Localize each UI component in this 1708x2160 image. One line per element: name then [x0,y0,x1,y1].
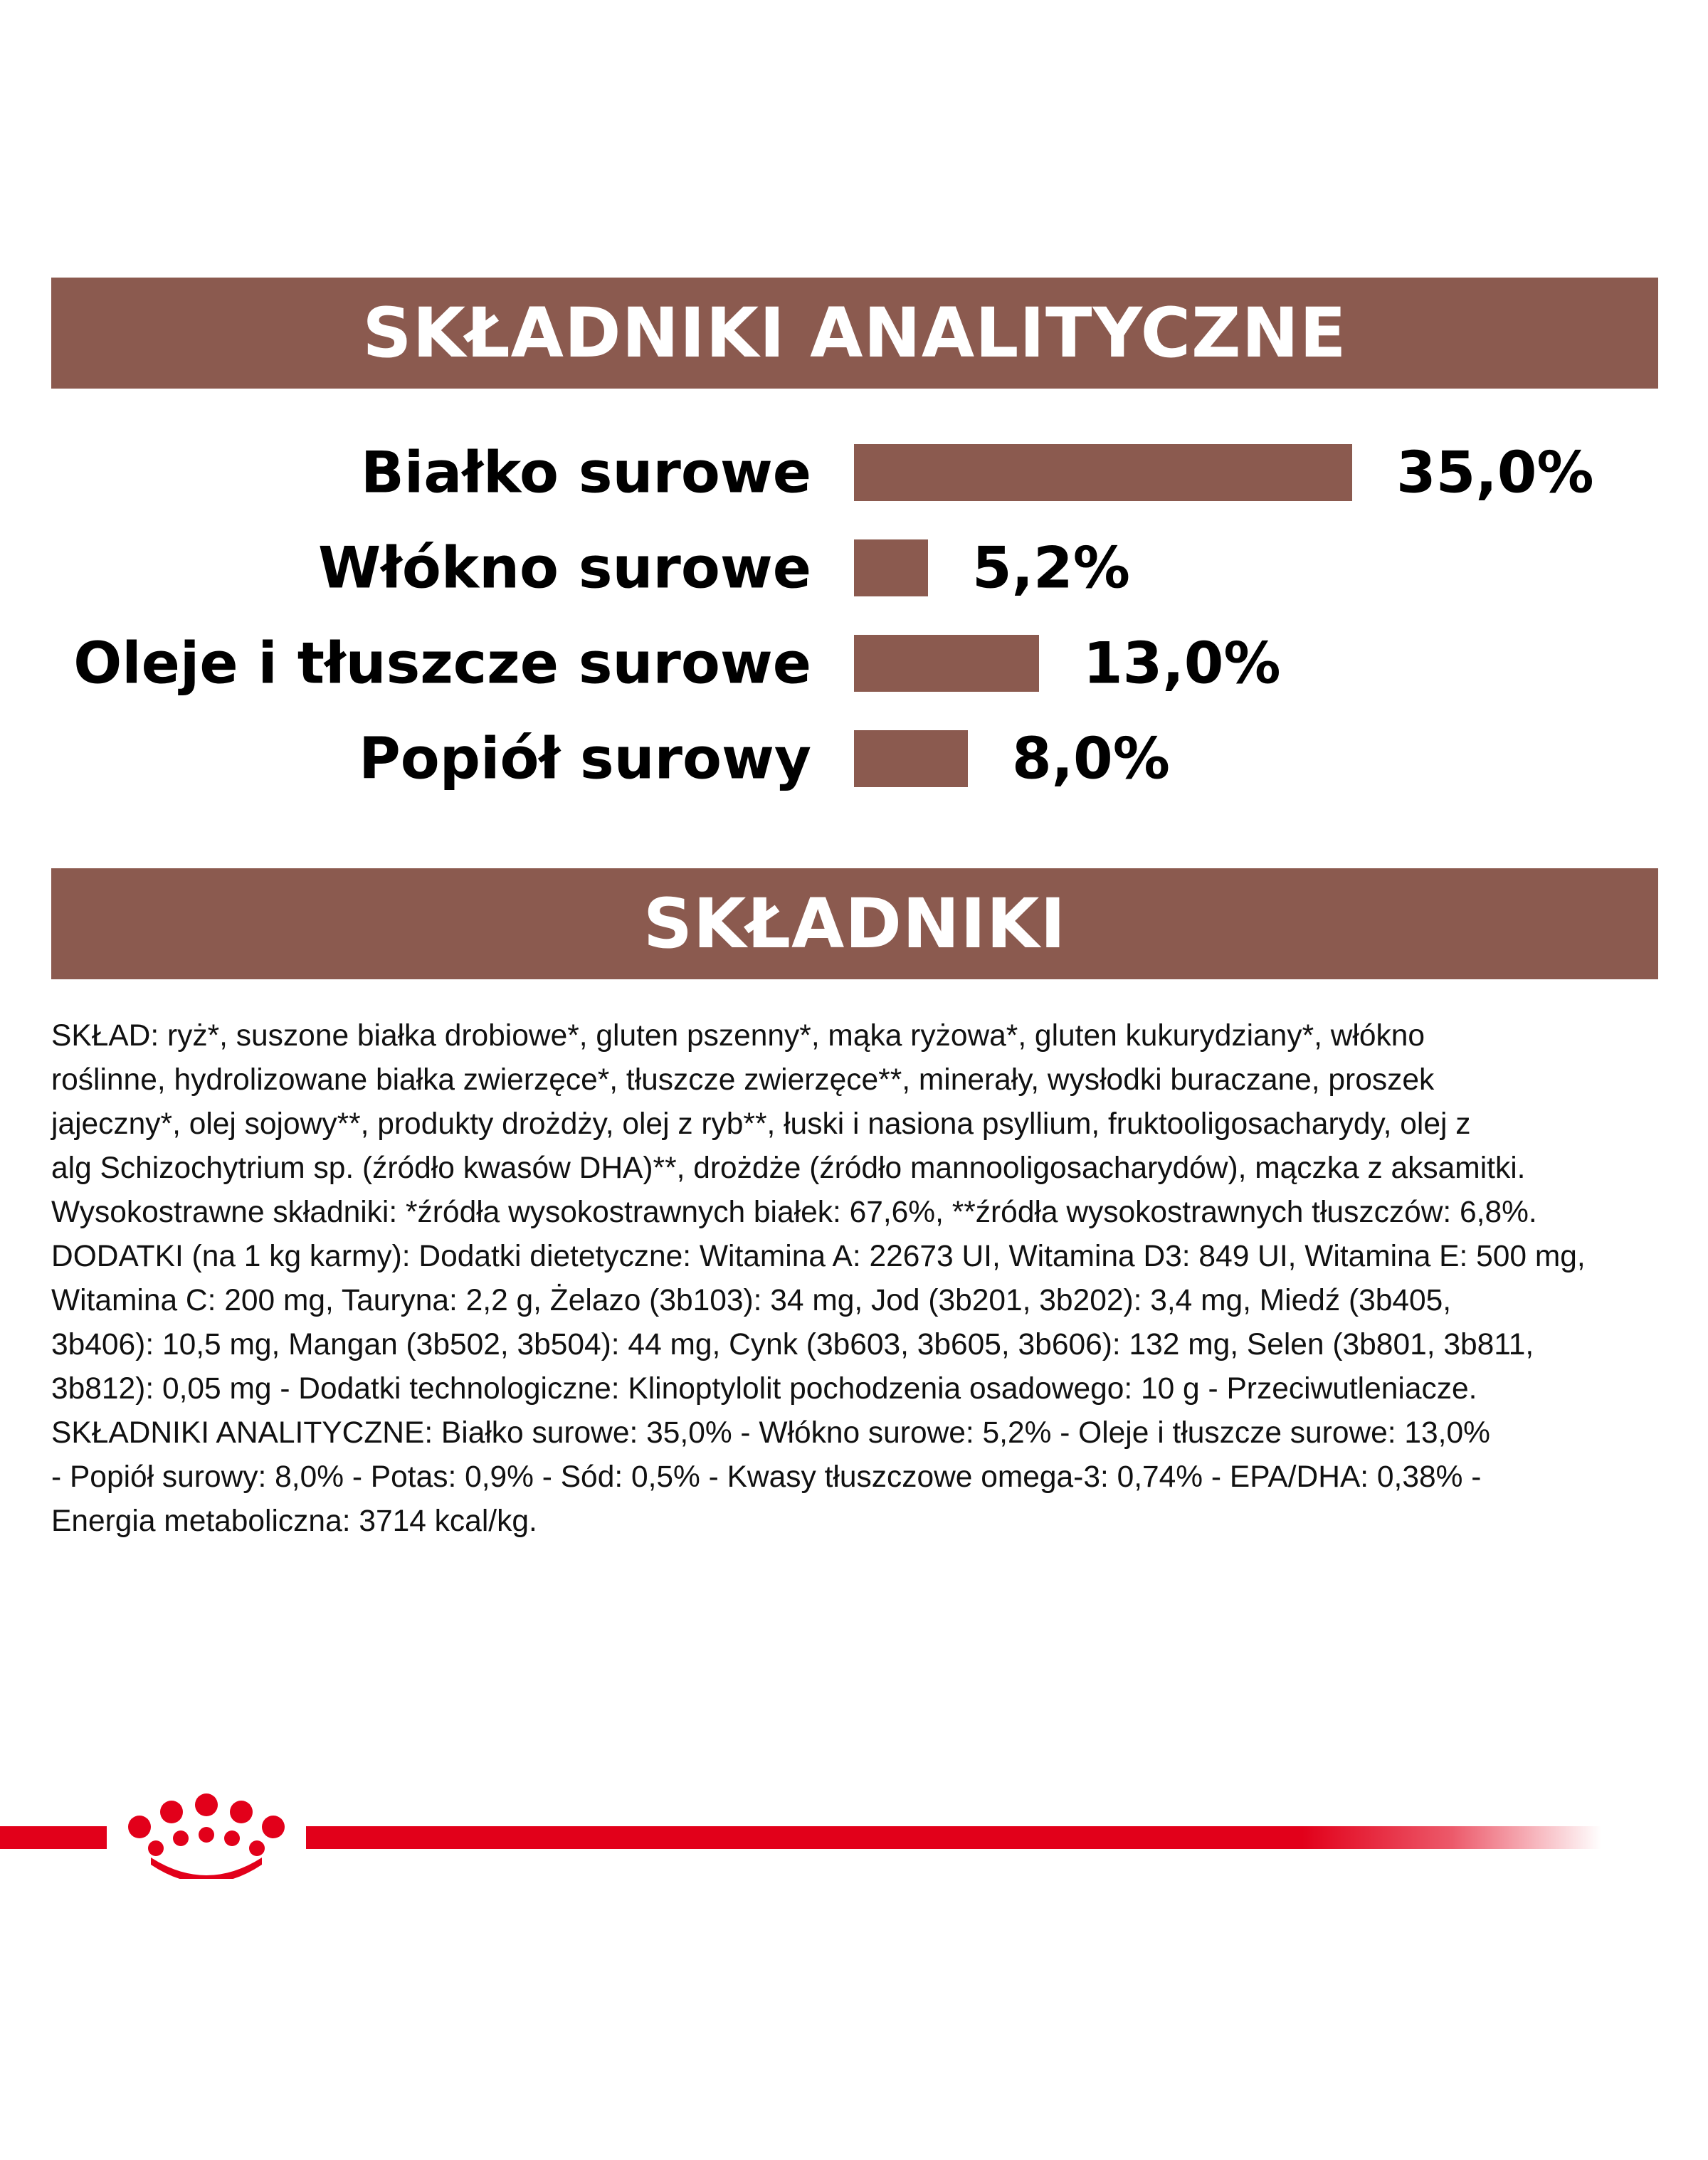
composition-line: - Popiół surowy: 8,0% - Potas: 0,9% - Sód: 0,5% - Kwasy tłuszczowe omega-3: 0,74% - EPA/DHA: 0,38% - [51,1460,1482,1494]
bar [854,635,1039,692]
crown-icon [128,1793,285,1879]
brand-stripe-right [306,1826,1302,1849]
composition-line: Wysokostrawne składniki: *źródła wysokostrawnych białek: 67,6%, **źródła wysokostrawnych tłuszczów: 6,8%. [51,1196,1537,1229]
composition-line: SKŁAD: ryż*, suszone białka drobiowe*, gluten pszenny*, mąka ryżowa*, gluten kukurydziany*, włókno [51,1019,1425,1053]
bar-category-label: Oleje i tłuszcze surowe [73,630,811,697]
composition-line: Energia metaboliczna: 3714 kcal/kg. [51,1505,537,1538]
bar-value-label: 35,0% [1396,439,1594,506]
ingredients-header [51,868,1658,979]
composition-line: 3b812): 0,05 mg - Dodatki technologiczne: Klinoptylolit pochodzenia osadowego: 10 g - Przeciwutleniacze. [51,1372,1477,1406]
composition-line: DODATKI (na 1 kg karmy): Dodatki dietetyczne: Witamina A: 22673 UI, Witamina D3: 849 UI, Witamina E: 500 mg, [51,1240,1586,1273]
composition-line: Witamina C: 200 mg, Tauryna: 2,2 g, Żelazo (3b103): 34 mg, Jod (3b201, 3b202): 3,4 mg, Miedź (3b405, [51,1284,1452,1317]
composition-line: SKŁADNIKI ANALITYCZNE: Białko surowe: 35,0% - Włókno surowe: 5,2% - Oleje i tłuszcze surowe: 13,0% [51,1416,1490,1450]
bar-value-label: 13,0% [1083,630,1281,697]
bar-category-label: Popiół surowy [359,725,811,792]
bar-value-label: 5,2% [972,534,1130,601]
brand-stripe-left [0,1826,107,1849]
analytic-header [51,278,1658,389]
analytic-header-title: SKŁADNIKI ANALITYCZNE [362,293,1347,373]
ingredients-header-title: SKŁADNIKI [643,884,1067,964]
bar [854,539,928,596]
bar [854,730,968,787]
bar-category-label: Białko surowe [360,439,811,506]
composition-line: alg Schizochytrium sp. (źródło kwasów DHA)**, drożdże (źródło mannooligosacharydów), mączka z aksamitki. [51,1152,1526,1185]
bar [854,444,1352,501]
composition-line: jajeczny*, olej sojowy**, produkty drożdży, olej z ryb**, łuski i nasiona psyllium, fruktooligosacharydy, olej z [51,1107,1471,1141]
composition-line: roślinne, hydrolizowane białka zwierzęce*, tłuszcze zwierzęce**, minerały, wysłodki buraczane, proszek [51,1063,1435,1097]
analytic-bar-chart [0,427,1708,811]
bar-category-label: Włókno surowe [317,534,811,601]
brand-band [0,1779,1708,1879]
composition-line: 3b406): 10,5 mg, Mangan (3b502, 3b504): 44 mg, Cynk (3b603, 3b605, 3b606): 132 mg, Selen (3b801, 3b811, [51,1328,1534,1361]
composition-text [51,1014,1660,1544]
bar-value-label: 8,0% [1012,725,1170,792]
brand-stripe-fade [1302,1826,1601,1849]
